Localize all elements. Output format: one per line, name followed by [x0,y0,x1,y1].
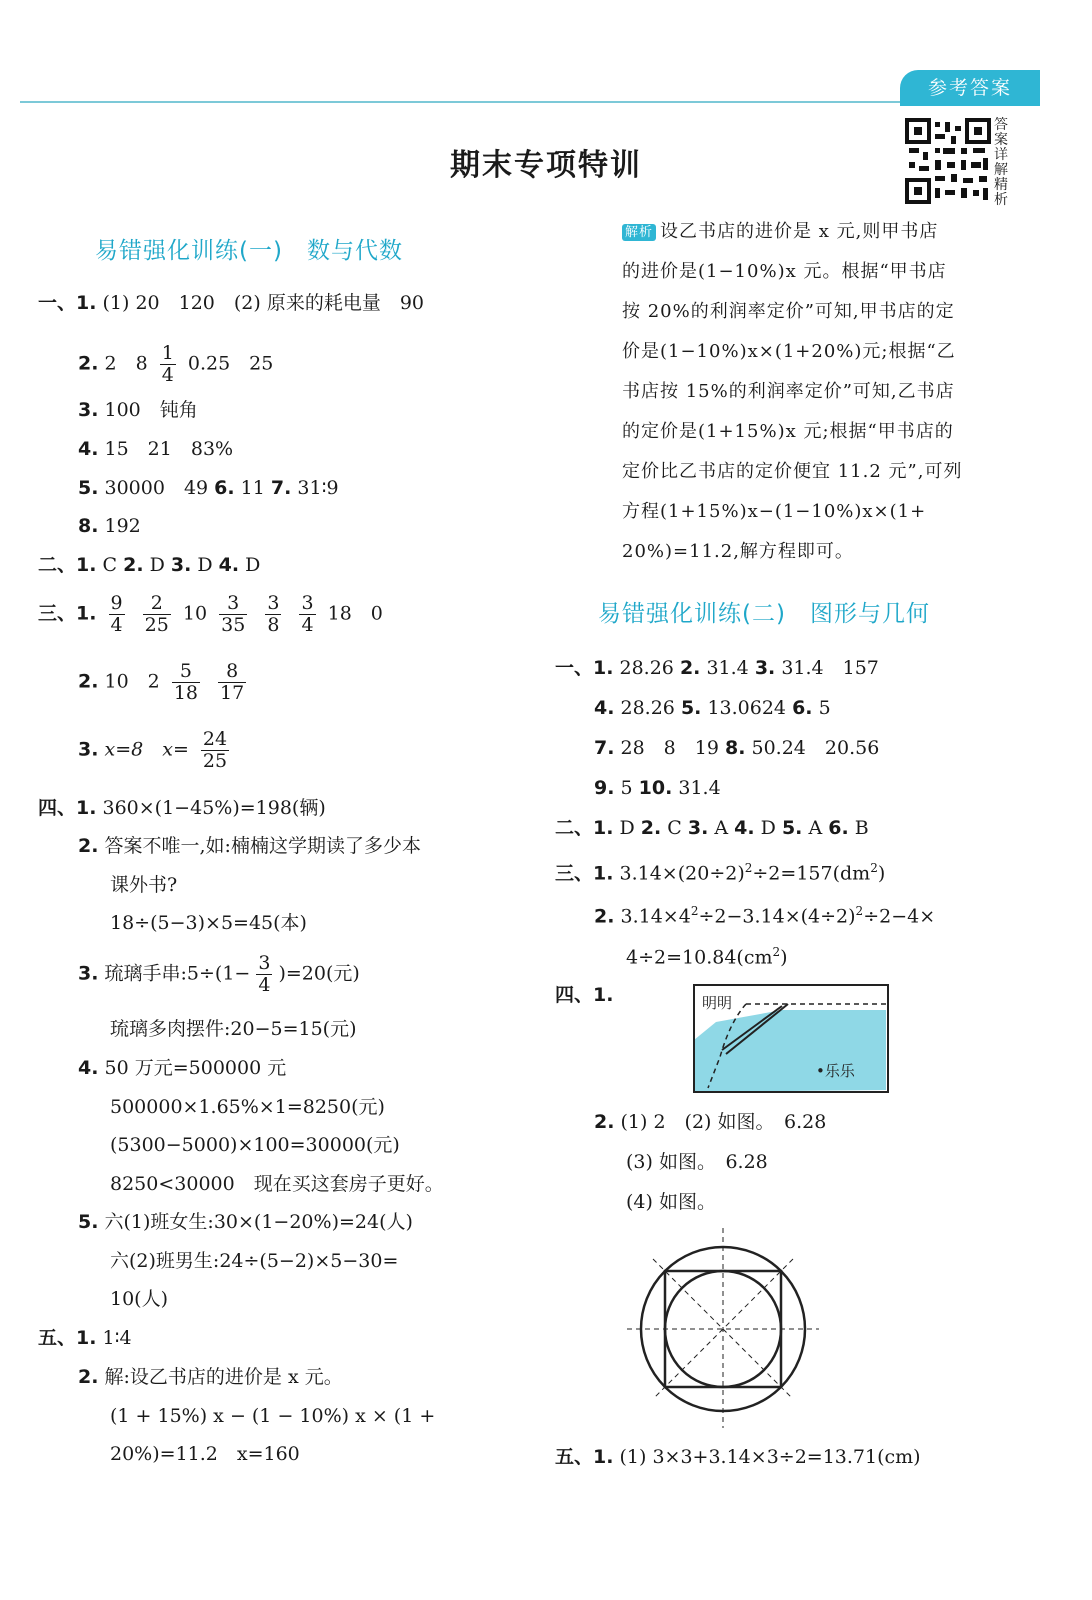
answer-line: 2. 答案不唯一,如:楠楠这学期读了多少本 [78,835,421,857]
section-title-1: 易错强化训练(一) 数与代数 [95,238,403,264]
answer-line: 5. 六(1)班女生:30×(1−20%)=24(人) [78,1211,413,1233]
fraction: $\frac{2}{25}$ [144,592,169,636]
figure-circle-square [625,1226,821,1430]
qr-code-icon[interactable] [905,118,991,204]
fraction: $\frac{9}{4}$ [110,592,123,636]
answer-line: (3) 如图。 6.28 [626,1151,768,1173]
analysis-line: 定价比乙书店的定价便宜 11.2 元”,可列 [622,461,963,482]
answer-line: 2. 2 8 $\frac{1}{4}$ 0.25 25 [78,342,274,386]
answer-line: 课外书? [110,874,178,896]
answer-line: 五、1. 1∶4 [38,1327,132,1349]
header-rule [20,101,1030,103]
analysis-line: 的定价是(1+15%)x 元;根据“甲书店的 [622,421,954,442]
answer-line: $4\div 2=10.84(cm^2)$ [626,945,788,969]
answer-line: 2. (1) 2 (2) 如图。 6.28 [594,1111,827,1133]
analysis-line: 书店按 15%的利润率定价”可知,乙书店 [622,381,955,402]
shaded-region [694,1010,886,1092]
answer-line: 8. 192 [78,515,141,537]
page-title: 期末专项特训 [450,148,642,183]
fraction: $\frac{24}{25}$ [202,728,228,772]
answer-line: 2. $3.14\times 4^2\div 2-3.14\times(4\div 2)^2\div 2-4\times$ [594,904,936,928]
fraction: $\frac{8}{17}$ [220,660,245,704]
answer-line: 五、1. (1) 3×3+3.14×3÷2=13.71(cm) [555,1446,921,1468]
fraction: $\frac{1}{4}$ [161,342,174,386]
answer-line: 8250<30000 现在买这套房子更好。 [110,1173,444,1195]
answer-line: 3. x=8 x= $\frac{24}{25}$ [78,728,228,772]
answer-line: 4. 50 万元=500000 元 [78,1057,287,1079]
analysis-line: 价是(1−10%)x×(1+20%)元;根据“乙 [622,341,956,362]
answer-line: 10(人) [110,1288,169,1310]
answer-line: 7. 28 8 19 8. 50.24 20.56 [594,737,880,759]
answer-line: 18÷(5−3)×5=45(本) [110,912,307,934]
answer-line: (5300−5000)×100=30000(元) [110,1134,400,1156]
answer-line: 20%)=11.2 x=160 [110,1443,300,1465]
label-mingming: 明明 [702,994,733,1012]
answer-line: 4. 15 21 83% [78,438,234,460]
fraction: $\frac{3}{4}$ [301,592,314,636]
answer-line: 9. 5 10. 31.4 [594,777,721,799]
analysis-line: 解析 设乙书店的进价是 x 元,则甲书店 [622,212,1022,252]
answer-line: 二、1. C 2. D 3. D 4. D [38,554,261,576]
answer-line: (4) 如图。 [626,1191,716,1213]
fraction: $\frac{5}{18}$ [173,660,198,704]
section-title-2: 易错强化训练(二) 图形与几何 [598,601,930,627]
answer-line: 3. 100 钝角 [78,399,198,421]
analysis-line: 按 20%的利润率定价”可知,甲书店的定 [622,301,955,322]
label-lele: •乐乐 [816,1062,855,1080]
answer-tag: 参考答案 [900,70,1040,106]
answer-line: 六(2)班男生:24÷(5−2)×5−30= [110,1250,399,1272]
analysis-line: 的进价是(1−10%)x 元。根据“甲书店 [622,261,947,282]
answer-line: 三、1. $3.14\times(20\div 2)^2\div 2=157(dm^2)$ [555,861,886,885]
analysis-badge: 解析 [622,224,656,241]
answer-line: 四、1. 360×(1−45%)=198(辆) [38,797,326,819]
answer-line: 一、1. (1) 20 120 (2) 原来的耗电量 90 [38,292,425,314]
answer-line: 500000×1.65%×1=8250(元) [110,1096,385,1118]
answer-line: (1 + 15%) x − (1 − 10%) x × (1 + [110,1405,436,1427]
answer-line: 琉璃多肉摆件:20−5=15(元) [110,1018,357,1040]
analysis-line: 方程(1+15%)x−(1−10%)x×(1+ [622,501,927,522]
analysis-paragraph [622,212,1022,572]
qr-caption: 答案详解精析 [994,117,1008,208]
fraction: $\frac{3}{35}$ [221,592,246,636]
fraction: $\frac{3}{8}$ [267,592,280,636]
answer-line: 2. 解:设乙书店的进价是 x 元。 [78,1366,343,1388]
answer-line: 二、1. D 2. C 3. A 4. D 5. A 6. B [555,817,869,839]
answer-line: 2. 10 2 $\frac{5}{18}$ $\frac{8}{17}$ [78,660,245,704]
answer-line: 一、1. 28.26 2. 31.4 3. 31.4 157 [555,657,879,679]
answer-line: 4. 28.26 5. 13.0624 6. 5 [594,697,831,719]
analysis-line: 20%)=11.2,解方程即可。 [622,541,854,562]
answer-line: 三、1. $\frac{9}{4}$ $\frac{2}{25}$ 10 $\frac{3}{35}$ $\frac{3}{8}$ $\frac{3}{4}$ 18 0 [38,592,383,636]
answer-line: 5. 30000 49 6. 11 7. 31∶9 [78,477,339,499]
figure-path-diagram [690,982,890,1094]
answer-line: 3. 琉璃手串:5÷(1− $\frac{3}{4}$ )=20(元) [78,952,360,996]
answer-line: 四、1. [555,984,614,1006]
fraction: $\frac{3}{4}$ [258,952,271,996]
